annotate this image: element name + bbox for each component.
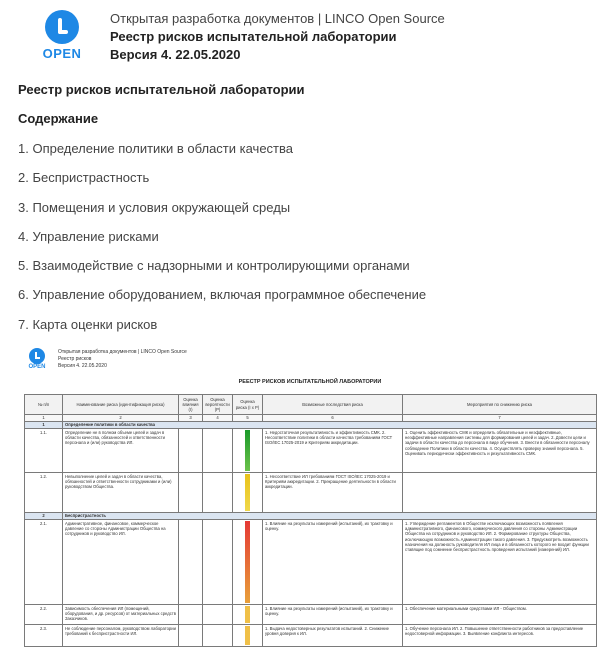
risk-level-bar bbox=[245, 430, 250, 471]
toc-item-5[interactable]: 5. Взаимодействие с надзорными и контролирующими органами bbox=[18, 258, 410, 274]
impact-cell bbox=[179, 520, 203, 605]
preview-logo bbox=[26, 348, 48, 370]
logo-l-icon bbox=[45, 10, 79, 44]
row-number: 2.2. bbox=[25, 605, 63, 625]
table-row bbox=[25, 520, 597, 605]
col-number: 6 bbox=[263, 415, 403, 422]
row-number: 1.2. bbox=[25, 473, 63, 513]
toc-heading: Содержание bbox=[18, 111, 99, 126]
row-number: 1.1. bbox=[25, 429, 63, 473]
risk-level-bar bbox=[245, 626, 250, 645]
toc-item-6[interactable]: 6. Управление оборудованием, включая программное обеспечение bbox=[18, 287, 427, 303]
risk-consequences: 1. Выдача недостоверных результатов испытаний. 2. Снижение уровня доверия к ИЛ. bbox=[263, 625, 403, 647]
column-number-row bbox=[25, 415, 597, 422]
risk-name: Определение не в полном объеме целей и задач в области качества, обязанностей и ответственности персонала и (или) руководства ИЛ. bbox=[63, 429, 179, 473]
col-header: Возможные последствия риска bbox=[263, 395, 403, 415]
row-number: 2.3. bbox=[25, 625, 63, 647]
risk-measures: 1. Оценить эффективность СМК и определить обязательные и неэффективные, неэффективные направления системы для формирования целей и задач. 2. Довести цели и задачи в области качества до персонала в виде обучения. 3. Внести в обязанности персоналу соблюдение Политики в области качества. 4. Осуществлять проверку знаний персонала. 5. Оценивать периодически эффективность и результативность СМК. bbox=[403, 429, 597, 473]
toc-item-7[interactable]: 7. Карта оценки рисков bbox=[18, 316, 158, 332]
risk-level-cell bbox=[233, 605, 263, 625]
risk-consequences: 1. Несоответствие ИЛ требованиям ГОСТ ISO/IEC 17025-2019 и Критериям аккредитации. 2. Прекращение деятельности в области аккредитации. bbox=[263, 473, 403, 513]
section-row bbox=[25, 422, 597, 429]
risk-measures: 1. Обеспечение материальными средствами ИЛ - Обществом. bbox=[403, 605, 597, 625]
risk-level-bar bbox=[245, 521, 250, 603]
linco-logo bbox=[40, 10, 84, 62]
risk-name: Не соблюдение персоналом, руководством лаборатории требований к беспристрастности ИЛ. bbox=[63, 625, 179, 647]
document-header bbox=[110, 10, 445, 64]
logo-text: OPEN bbox=[42, 46, 82, 61]
header-version: Версия 4. 22.05.2020 bbox=[110, 47, 241, 62]
toc-item-1[interactable]: 1. Определение политики в области качества bbox=[18, 141, 293, 156]
table-row bbox=[25, 429, 597, 473]
table-row bbox=[25, 605, 597, 625]
section-title: Определение политики в области качества bbox=[63, 422, 597, 429]
section-number: 1 bbox=[25, 422, 63, 429]
preview-header-line: Открытая разработка документов | LINCO Open Source bbox=[58, 349, 187, 355]
document-title: Реестр рисков испытательной лаборатории bbox=[18, 82, 305, 97]
col-header: Оценка влияния (I) bbox=[179, 395, 203, 415]
col-header: № п/п bbox=[25, 395, 63, 415]
risk-name: Административное, финансовое, коммерческое давление со стороны Администрации Общества на сотрудников и руководство ИЛ. bbox=[63, 520, 179, 605]
preview-logo-l-icon bbox=[29, 348, 45, 364]
risk-table bbox=[24, 394, 597, 647]
preview-header-line: Реестр рисков bbox=[58, 356, 92, 362]
table-of-contents bbox=[18, 141, 426, 346]
probability-cell bbox=[203, 429, 233, 473]
col-header: Мероприятия по снижению риска bbox=[403, 395, 597, 415]
preview-title: РЕЕСТР РИСКОВ ИСПЫТАТЕЛЬНОЙ ЛАБОРАТОРИИ bbox=[238, 379, 382, 385]
risk-name: Зависимость обеспечения ИЛ (помещений, оборудования, и др. ресурсов) от материальных средств Заказчиков. bbox=[63, 605, 179, 625]
header-title: Реестр рисков испытательной лаборатории bbox=[110, 29, 397, 44]
col-header: Наименование риска (идентификация риска) bbox=[63, 395, 179, 415]
col-number: 3 bbox=[179, 415, 203, 422]
register-preview-image bbox=[18, 344, 602, 654]
preview-header-line: Версия 4. 22.05.2020 bbox=[58, 363, 107, 369]
row-number: 2.1. bbox=[25, 520, 63, 605]
header-org: Открытая разработка документов | LINCO Open Source bbox=[110, 11, 445, 26]
impact-cell bbox=[179, 473, 203, 513]
risk-level-cell bbox=[233, 520, 263, 605]
section-title: Беспристрастность bbox=[63, 513, 597, 520]
risk-consequences: 1. Влияние на результаты измерений (испытаний), их трактовку и оценку. bbox=[263, 520, 403, 605]
table-row bbox=[25, 625, 597, 647]
risk-level-cell bbox=[233, 473, 263, 513]
preview-header bbox=[58, 349, 187, 370]
table-row bbox=[25, 473, 597, 513]
section-number: 2 bbox=[25, 513, 63, 520]
impact-cell bbox=[179, 625, 203, 647]
risk-measures bbox=[403, 473, 597, 513]
risk-measures: 1. Утверждение регламентов в Обществе исключающих возможность появления административного, финансового, коммерческого давления со стороны Администрации Общества на сотрудников и руководство ИЛ. 2. Формирование структуры Общества, исключающую возможность Администрации такого давления. 3. Предусмотреть возможность назначения на должность руководителя ИЛ лица и в обязанность которого не входит функции ставящие под сомнение беспристрастность проведения испытаний (измерений) ИЛ. bbox=[403, 520, 597, 605]
risk-level-bar bbox=[245, 606, 250, 623]
probability-cell bbox=[203, 473, 233, 513]
col-number: 7 bbox=[403, 415, 597, 422]
col-number: 4 bbox=[203, 415, 233, 422]
probability-cell bbox=[203, 605, 233, 625]
section-row bbox=[25, 513, 597, 520]
col-header: Оценка вероятности (P) bbox=[203, 395, 233, 415]
risk-name: Невыполнение целей и задач в области качества, обязанностей и ответственности сотрудниками и (или) руководством Общества. bbox=[63, 473, 179, 513]
col-number: 5 bbox=[233, 415, 263, 422]
probability-cell bbox=[203, 520, 233, 605]
col-header: Оценка риска (I x P) bbox=[233, 395, 263, 415]
col-number: 1 bbox=[25, 415, 63, 422]
risk-level-bar bbox=[245, 474, 250, 511]
risk-consequences: 1. Недостаточная результативность и эффективность СМК. 2. Несоответствие политики в области качества требованиям ГОСТ ISO/IEC 17025-2019 и Критериям аккредитации. bbox=[263, 429, 403, 473]
probability-cell bbox=[203, 625, 233, 647]
impact-cell bbox=[179, 605, 203, 625]
risk-measures: 1. Обучение персонала ИЛ. 2. Повышение ответственности работников за предоставление недостоверной информации. 3. Выявление конфликта интересов. bbox=[403, 625, 597, 647]
impact-cell bbox=[179, 429, 203, 473]
toc-item-3[interactable]: 3. Помещения и условия окружающей среды bbox=[18, 199, 291, 215]
col-number: 2 bbox=[63, 415, 179, 422]
risk-level-cell bbox=[233, 625, 263, 647]
toc-item-4[interactable]: 4. Управление рисками bbox=[18, 228, 159, 244]
risk-level-cell bbox=[233, 429, 263, 473]
risk-consequences: 1. Влияние на результаты измерений (испытаний), их трактовку и оценку. bbox=[263, 605, 403, 625]
toc-item-2[interactable]: 2. Беспристрастность bbox=[18, 170, 150, 186]
preview-logo-text: OPEN bbox=[28, 364, 46, 370]
table-header-row bbox=[25, 395, 597, 415]
